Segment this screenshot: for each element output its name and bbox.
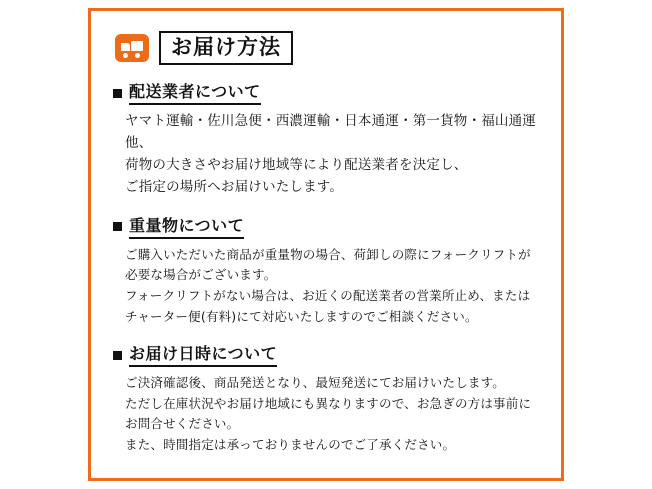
section-carrier-title: 配送業者について [129,79,261,105]
section-delivery-datetime [111,341,541,456]
text-line: ご指定の場所へお届けいたします。 [125,178,344,195]
text-line: ヤマト運輸・佐川急便・西濃運輸・日本通運・第一貨物・福山通運他、 [125,113,536,152]
text-line: ただし在庫状況やお届け地域にも異なりますので、お急ぎの方は事前に [125,395,532,411]
truck-cargo-shape [131,41,143,51]
text-line: お問合せください。 [125,416,240,432]
panel-title-row [115,31,541,65]
section-heavy-items-title: 重量物について [129,213,244,239]
section-delivery-datetime-body [125,373,541,456]
truck-cab-shape [121,43,130,51]
section-carrier-body [125,111,541,198]
truck-wheel-front-shape [123,53,128,58]
truck-wheel-rear-shape [135,53,140,58]
text-line: チャーター便(有料)にて対応いたしますのでご相談ください。 [125,308,478,324]
section-carrier [111,79,541,198]
text-line: また、時間指定は承っておりませんのでご了承ください。 [125,437,456,453]
text-line: 荷物の大きさやお届け地域等により配送業者を決定し、 [125,156,468,173]
section-heavy-items [111,213,541,328]
delivery-truck-icon [115,34,149,62]
text-line: フォークリフトがない場合は、お近くの配送業者の営業所止め、または [125,287,531,303]
section-delivery-datetime-head [113,341,541,367]
page-title: お届け方法 [159,31,293,65]
square-bullet-icon [113,351,122,360]
square-bullet-icon [113,89,122,98]
square-bullet-icon [113,222,122,231]
section-heavy-items-body [125,245,541,328]
panel-inner [91,11,561,480]
text-line: ご決済確認後、商品発送となり、最短発送にてお届けいたします。 [125,375,506,391]
section-delivery-datetime-title: お届け日時について [129,341,277,367]
section-heavy-items-head [113,213,541,239]
delivery-method-panel [88,8,564,481]
section-carrier-head [113,79,541,105]
text-line: ご購入いただいた商品が重量物の場合、荷卸しの際にフォークリフトが [125,246,531,262]
text-line: 必要な場合がございます。 [125,267,277,283]
